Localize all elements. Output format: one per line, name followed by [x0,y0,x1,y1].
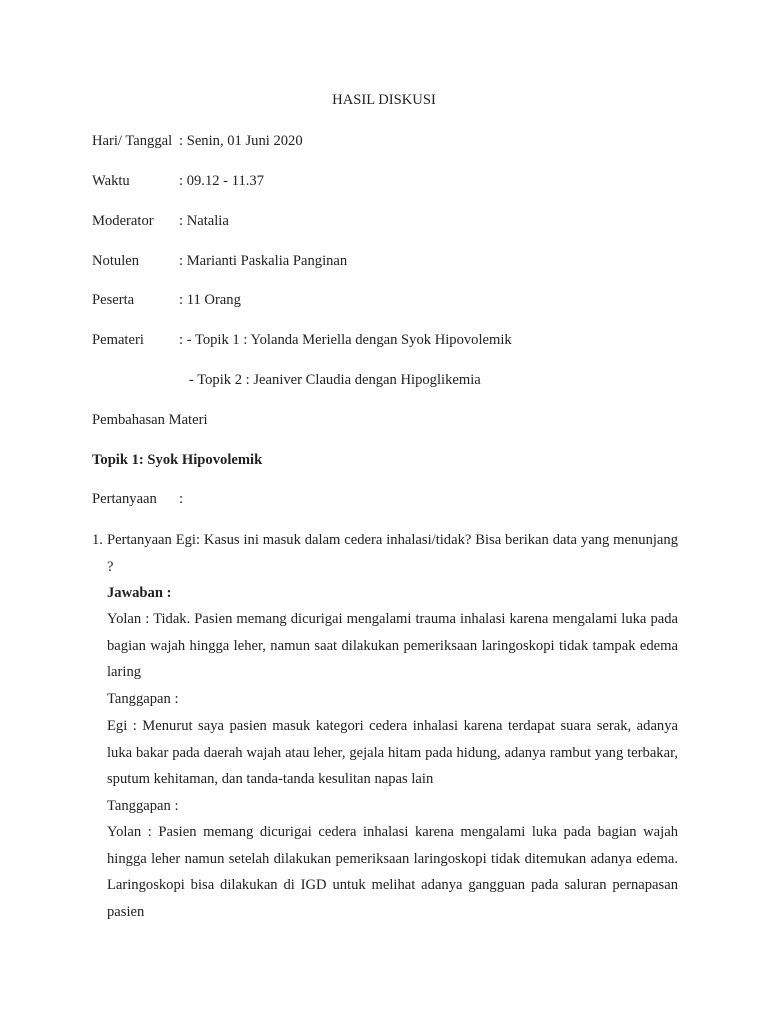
question-text: Pertanyaan Egi: Kasus ini masuk dalam cedera inhalasi/tidak? Bisa berikan data yang menunjang ? [107,532,678,575]
meta-value: : 11 Orang [179,292,241,308]
tanggapan-label: Tanggapan : [107,798,179,814]
tanggapan-text: Yolan : Pasien memang dicurigai cedera inhalasi karena mengalami luka pada bagian wajah hingga leher namun setelah dilakukan pemeriksaan laringoskopi tidak ditemukan adanya edema. Laringoskopi bisa dilakukan di IGD untuk melihat adanya gangguan pada saluran pernapasan pasien [107,824,678,920]
meta-value: : Marianti Paskalia Panginan [179,253,348,269]
meta-label: Pemateri [92,332,144,348]
meta-label: Waktu [92,173,130,189]
topic-heading: Topik 1: Syok Hipovolemik [92,452,263,468]
meta-value: : 09.12 - 11.37 [179,173,264,189]
pertanyaan-label-row [92,489,184,509]
tanggapan-text: Egi : Menurut saya pasien masuk kategori cedera inhalasi karena terdapat suara serak, adanya luka bakar pada daerah wajah atau leher, gejala hitam pada hidung, adanya rambut yang terbakar, sputum kehitaman, dan tanda-tanda kesulitan napas lain [107,718,678,787]
meta-value: : Senin, 01 Juni 2020 [179,133,303,149]
list-number: 1. [92,532,103,548]
meta-value: : - Topik 1 : Yolanda Meriella dengan Syok Hipovolemik [179,332,512,348]
pertanyaan-label: Pertanyaan [92,491,157,507]
pertanyaan-colon: : [179,491,184,507]
jawaban-label: Jawaban : [107,585,172,601]
meta-label: Peserta [92,292,135,308]
tanggapan-label: Tanggapan : [107,691,179,707]
meta-label: Hari/ Tanggal [92,133,173,149]
section-heading-pembahasan: Pembahasan Materi [92,412,208,428]
document-title: HASIL DISKUSI [332,92,436,108]
answer-text: Yolan : Tidak. Pasien memang dicurigai mengalami trauma inhalasi karena mengalami luka pada bagian wajah hingga leher, namun saat dilakukan pemeriksaan laringoskopi tidak tampak edema laring [107,611,678,680]
pemateri-topik-2: - Topik 2 : Jeaniver Claudia dengan Hipoglikemia [189,372,481,388]
meta-value: : Natalia [179,213,229,229]
meta-label: Notulen [92,253,140,269]
meta-label: Moderator [92,213,154,229]
